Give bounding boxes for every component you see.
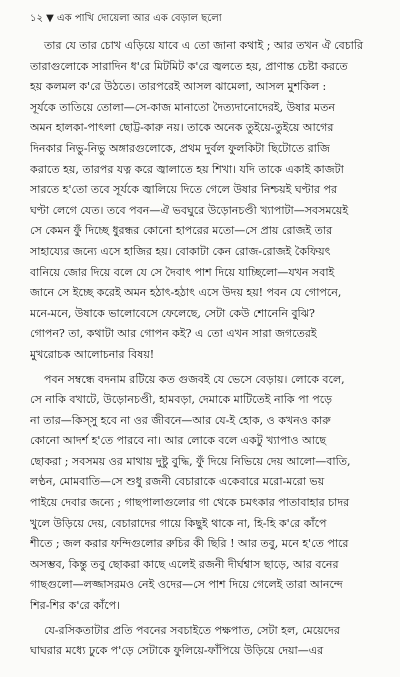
paragraph-3 [30,621,378,662]
text-line: কোনো আদর্শ হ'তে পারবে না। আর লোকে বলে একটু খ্যাপাও আছে [30,434,326,448]
text-line: বানিয়ে জোর দিয়ে বলে যে সে দৈবাৎ পাশ দিয়ে যাচ্ছিলো—যখন সবাই [30,265,335,279]
text-line: দিনকার নিভু-নিভু অঙ্গারগুলোকে, প্রথম দুর্বল ফুলকিটা ছিটোতে রাজি [30,141,330,155]
text-line: পবন সম্বন্ধে বদনাম রটিয়ে কত গুজবই যে ভেসে বেড়ায়। লোকে বলে, [44,372,345,386]
text-line: শীতে ; জল করার ফন্দিগুলোর রুচির কী ছিরি ! আর তবু, মনে হ'তে পারে [30,537,349,551]
text-line: পাইয়ে দেবার জন্যে ; গাছপালাগুলোর গা থেকে চমৎকার পাতাবাহার চাদর [30,496,350,510]
text-line: না তার—কিস্সু হবে না ওর জীবনে—আর যে-ই হোক, ও কখনও কারু [30,413,331,427]
text-line: করাতে হয়, তারপর যত্ন করে জ্বালাতে হয় শিখা। যদি তাকে একাই কাজটা [30,162,344,176]
text-line: যে-রসিকতাটার প্রতি পবনের সবচাইতে পক্ষপাত, সেটা হল, মেয়েদের [44,623,340,637]
text-line: সারতে হ'তো তবে সূর্যকে জ্বালিয়ে দিতে গেলে উষার নিশ্চয়ই ঘণ্টার পর [30,183,338,197]
text-line: সাহায্যের জন্যে এসে হাজির হয়। বোকাটা কেন রোজ-রোজই কৈফিয়ৎ [30,244,331,258]
text-line: তারাগুলোকে সারাদিন ধ'রে মিটমিট ক'রে জ্বলতে হয়, প্রাণান্ত চেষ্টা করতে [30,59,348,73]
text-line: গাছগুলো—লজ্জাসরমও নেই ওদের—সে পাশ দিয়ে গেলেই তারা আনন্দে [30,578,343,592]
paragraph-2 [30,370,378,617]
page-header: ১২ ▼ এক পাখি দোয়েলা আর এক বেড়াল ছলো [30,13,222,24]
text-line: তার যে তার চোখ এড়িয়ে যাবে এ তো জানা কথাই ; আর তখন ঐ বেচারি [44,39,364,52]
text-line: সে নাকি বখাটে, উড়োনচণ্ডী, হামবড়া, দেমাকে মাটিতেই নাকি পা পড়ে [30,393,332,407]
text-line: হয় কলমল ক'রে উঠতে। তারপরেই আসল ঝামেলা, আসল মুশকিল : [30,80,327,94]
text-line: লণ্ঠন, মোমবাতি—সে শুধু রজনী বেচারাকে একেবারে মরো-মরো ভয় [30,475,325,489]
text-line: সে কেমন ফুঁ দিচ্ছে ধুরন্ধর কোনো হাপরের মতো—সে প্রায় রোজই তার [30,224,333,238]
text-line: ঘণ্টা লেগে যেত। তবে পবন—ঐ ভবঘুরে উড়োনচণ্ডী খ্যাপাটা—সবসময়েই [30,203,349,217]
text-line: খুলে উড়িয়ে দেয়, বেচারাদের গায়ে কিছুই থাকে না, হি-হি ক'রে কাঁপে [30,516,327,530]
text-line: সূর্যকে তাতিয়ে তোলা—সে-কাজ মানাতো দৈত্যদানোদেরই, উষার মতন [30,100,335,114]
text-line: ঘাঘরার মধ্যে ঢুকে প'ড়ে সেটাকে ফুলিয়ে-ফাঁপিয়ে উড়িয়ে দেয়া—এর [30,644,324,658]
text-line: শির-শির ক'রে কাঁপে। [30,599,121,613]
text-line: অমন হালকা-পাৎলা ছোট্ট-কারু নয়। তাকে অনেক তুইয়ে-তুইয়ে আগের [30,121,334,135]
text-line: ছোকরা ; সবসময় ওর মাথায় দুষ্টু বুদ্ধি, ফুঁ দিয়ে নিভিয়ে দেয় আলো—বাতি, [30,454,351,468]
text-line: মুখরোচক আলোচনার বিষয়! [30,347,155,361]
text-line: জানে সে ইচ্ছে করেই অমন হঠাৎ-হঠাৎ এসে উদয় হয়! পবন যে গোপনে, [30,286,342,300]
text-line: মনে-মনে, উষাকে ভালোবেসে ফেলেছে, সেটা কেউ শোনেনি বুঝি? [30,306,315,320]
body-text [30,36,378,662]
text-line: অসম্ভব, কিন্তু তবু ছোকরা কাছে এলেই রজনী দীর্ঘশ্বাস ছাড়ে, আর বনের [30,557,339,571]
text-line: গোপন? তা, কথাটা আর গোপন কই? এ তো এখন সারা জগতেরই [30,327,317,341]
paragraph-1 [30,36,378,366]
